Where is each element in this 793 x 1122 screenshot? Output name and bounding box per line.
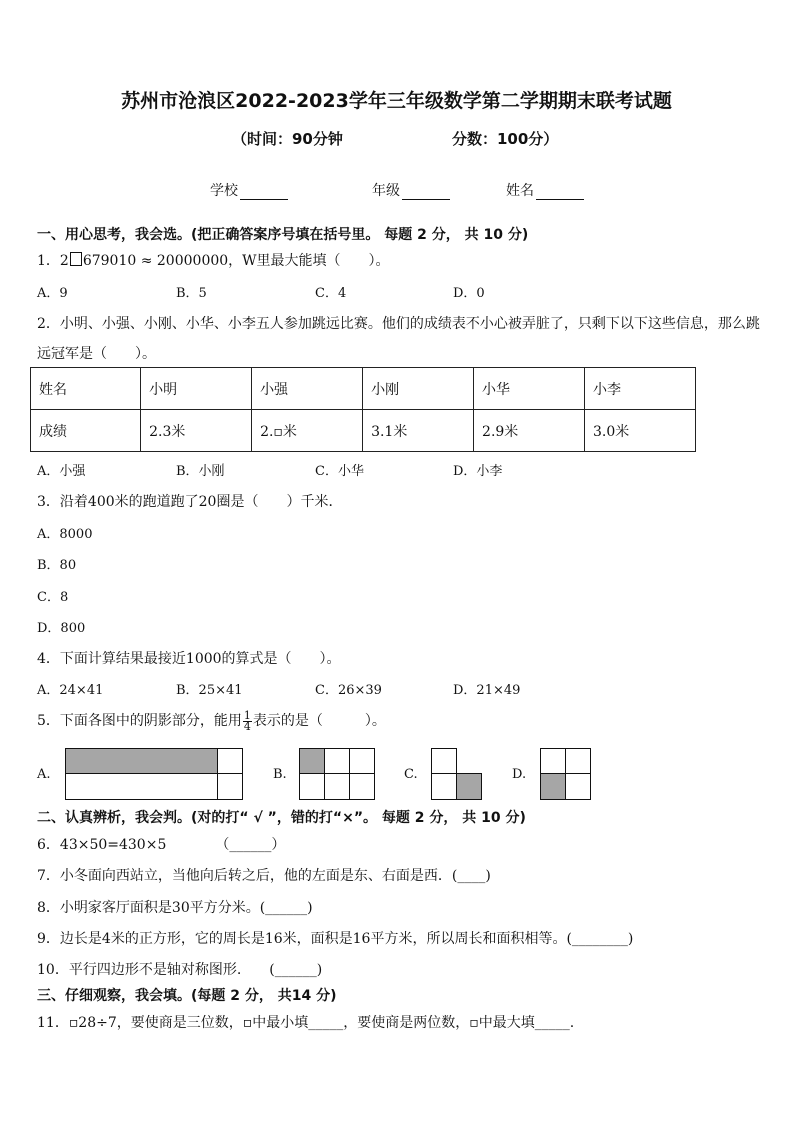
exam-score: 分数：100分） — [452, 130, 559, 148]
q1-option-c: C．4 — [315, 286, 347, 301]
section3-heading: 三、仔细观察，我会填。(每题 2 分， 共14 分) — [37, 988, 337, 1004]
score-table — [30, 367, 696, 452]
table-cell: 小华 — [474, 368, 585, 410]
table-row — [31, 410, 696, 452]
fraction-one-quarter — [243, 708, 252, 733]
table-cell: 3.0米 — [584, 410, 695, 452]
question-5 — [37, 710, 386, 732]
name-blank — [536, 185, 584, 200]
question-2-line1: 2．小明、小强、小刚、小华、小李五人参加跳远比赛。他们的成绩表不小心被弄脏了，只剩下以下这些信息，那么跳 — [37, 316, 760, 332]
q2-option-c: C．小华 — [315, 464, 364, 479]
figure-a — [65, 748, 245, 802]
table-cell: 3.1米 — [363, 410, 474, 452]
name-label: 姓名 — [506, 183, 534, 199]
question-4: 4．下面计算结果最接近1000的算式是（ ）。 — [37, 651, 341, 667]
figure-d-shaded-cell — [541, 774, 566, 800]
table-cell: 小明 — [141, 368, 252, 410]
grade-label: 年级 — [372, 183, 400, 199]
figure-d-cell — [541, 749, 566, 774]
fraction-numerator: 1 — [243, 708, 251, 722]
q1-option-a: A．9 — [37, 286, 68, 301]
q2-option-b: B．小刚 — [176, 464, 225, 479]
figure-b-cell — [325, 749, 350, 774]
q1-suffix: 679010 ≈ 20000000，W里最大能填（ ）。 — [82, 253, 390, 269]
table-cell: 成绩 — [31, 410, 141, 452]
figure-a-cell — [66, 774, 218, 800]
q5-label-c: C. — [404, 767, 418, 782]
figure-d-cell — [566, 749, 591, 774]
question-6: 6．43×50=430×5 （______） — [37, 837, 286, 853]
blank-square-icon — [70, 252, 82, 266]
figure-a-shaded-cell — [66, 749, 218, 774]
table-cell: 2.3米 — [141, 410, 252, 452]
school-field — [210, 180, 288, 200]
q1-option-b: B．5 — [176, 286, 207, 301]
question-9: 9．边长是4米的正方形，它的周长是16米，面积是16平方米，所以周长和面积相等。(________) — [37, 931, 634, 947]
q3-option-b: B．80 — [37, 558, 77, 573]
q4-option-a: A．24×41 — [37, 683, 104, 698]
grade-field — [372, 180, 450, 200]
school-label: 学校 — [210, 183, 238, 199]
question-2-line2: 远冠军是（ ）。 — [37, 346, 156, 362]
q2-option-d: D．小李 — [453, 464, 503, 479]
figure-a-cell — [218, 749, 243, 774]
question-8: 8．小明家客厅面积是30平方分米。(______) — [37, 900, 313, 916]
figure-a-cell — [218, 774, 243, 800]
question-7: 7．小冬面向西站立，当他向后转之后，他的左面是东、右面是西．(____) — [37, 868, 491, 884]
table-row — [31, 368, 696, 410]
q5-label-a: A. — [37, 767, 51, 782]
page-title: 苏州市沧浪区2022-2023学年三年级数学第二学期期末联考试题 — [121, 90, 672, 112]
figure-c — [431, 748, 485, 802]
q5-before: 5．下面各图中的阴影部分，能用 — [37, 713, 242, 729]
table-cell: 小强 — [252, 368, 363, 410]
q5-after: 表示的是（ ）。 — [252, 713, 386, 729]
table-cell: 姓名 — [31, 368, 141, 410]
figure-d — [540, 748, 594, 802]
name-field — [506, 180, 584, 200]
section2-heading: 二、认真辨析，我会判。(对的打“ √ ”，错的打“×”。 每题 2 分， 共 10 分) — [37, 810, 526, 826]
figure-b-cell — [325, 774, 350, 800]
q4-option-b: B．25×41 — [176, 683, 243, 698]
q3-option-d: D．800 — [37, 621, 86, 636]
figure-c-shaded-cell — [457, 774, 482, 800]
exam-time: （时间：90分钟 — [232, 130, 343, 148]
figure-c-cell — [432, 749, 457, 774]
q4-option-c: C．26×39 — [315, 683, 382, 698]
school-blank — [240, 185, 288, 200]
figure-c-cell — [432, 774, 457, 800]
q1-option-d: D．0 — [453, 286, 485, 301]
q5-label-d: D. — [512, 767, 527, 782]
fraction-denominator: 4 — [243, 719, 251, 733]
figure-d-cell — [566, 774, 591, 800]
question-10: 10．平行四边形不是轴对称图形. (______) — [37, 962, 323, 978]
figure-b-cell — [300, 774, 325, 800]
q3-option-c: C．8 — [37, 590, 69, 605]
table-cell: 2.9米 — [474, 410, 585, 452]
figure-b — [299, 748, 377, 802]
figure-b-shaded-cell — [300, 749, 325, 774]
figure-b-cell — [350, 749, 375, 774]
q1-prefix: 1．2 — [37, 253, 69, 269]
grade-blank — [402, 185, 450, 200]
table-cell: 小刚 — [363, 368, 474, 410]
section1-heading: 一、用心思考，我会选。(把正确答案序号填在括号里。 每题 2 分， 共 10 分) — [37, 227, 529, 243]
question-3: 3．沿着400米的跑道跑了20圈是（ ）千米． — [37, 494, 343, 510]
table-cell: 2.▫米 — [252, 410, 363, 452]
q3-option-a: A．8000 — [37, 527, 93, 542]
q5-label-b: B. — [273, 767, 287, 782]
question-11: 11．▫28÷7，要使商是三位数，▫中最小填_____，要使商是两位数，▫中最大填_____. — [37, 1015, 575, 1031]
q2-option-a: A．小强 — [37, 464, 86, 479]
table-cell: 小李 — [584, 368, 695, 410]
question-1 — [37, 250, 390, 270]
figure-b-cell — [350, 774, 375, 800]
q4-option-d: D．21×49 — [453, 683, 521, 698]
